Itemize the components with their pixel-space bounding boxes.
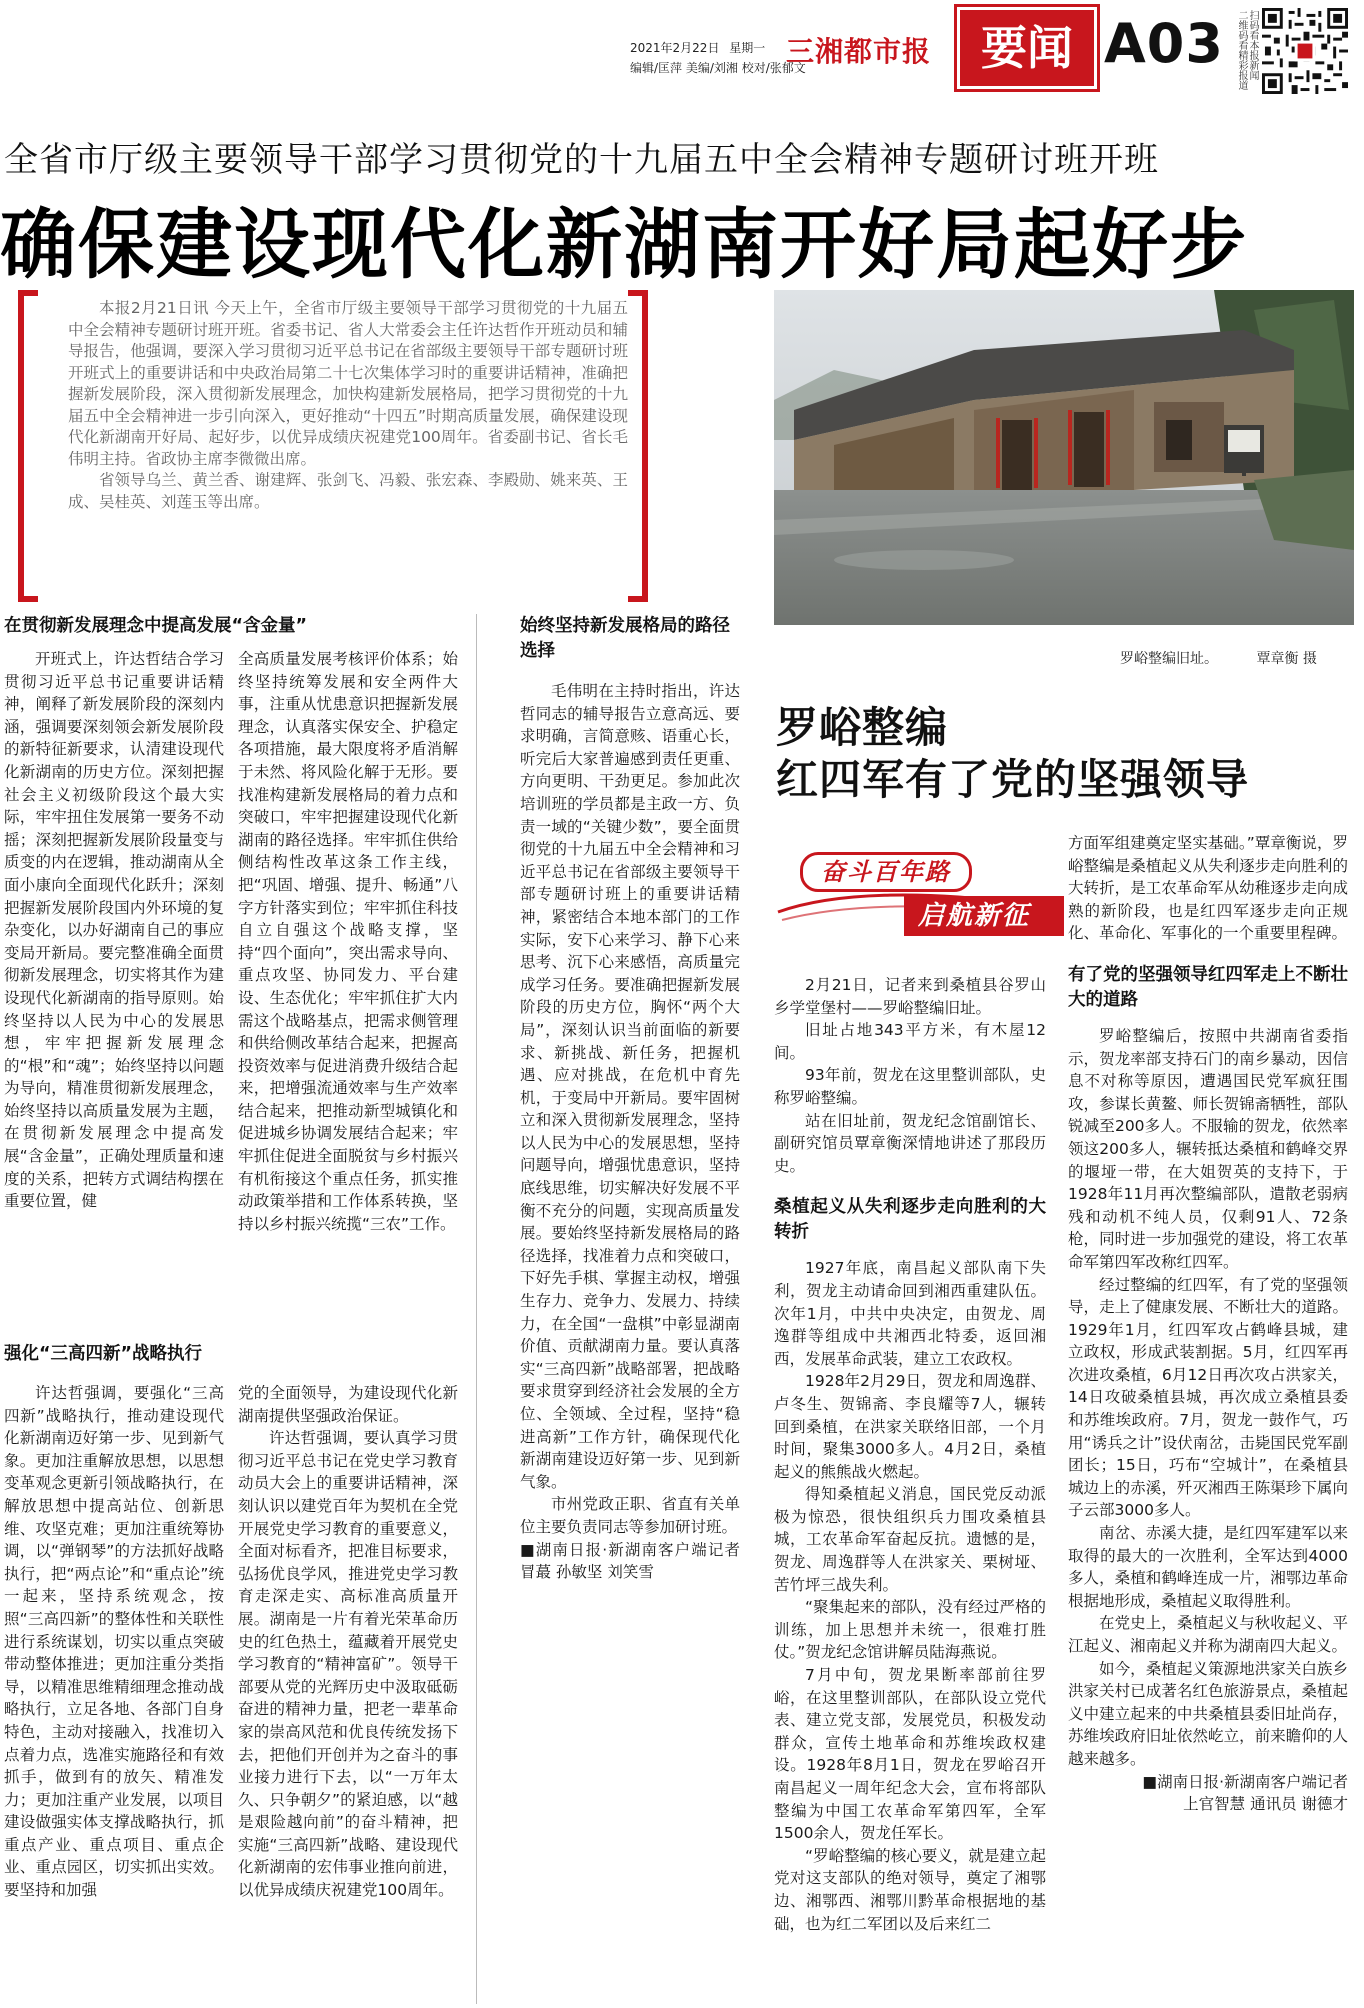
subhead: 有了党的坚强领导红四军走上不断壮大的道路 (1068, 964, 1348, 1010)
series-label-a: 奋斗百年路 (800, 852, 972, 892)
qr-code-graphic (1262, 8, 1348, 94)
subhead: 桑植起义从失利逐步走向胜利的大转折 (774, 1197, 1046, 1243)
lead-paragraph: 本报2月21日讯 今天上午，全省市厅级主要领导干部学习贯彻党的十九届五中全会精神专题研讨班开班。省委书记、省人大常委会主任许达哲作开班动员和辅导报告，他强调，要深入学习贯彻习近平总书记在省部级主要领导干部专题研讨班开班式上的重要讲话和中央政治局第二十七次集体学习时的重要讲话精神，准确把握新发展阶段，深入贯彻新发展理念，加快构建新发展格局，把学习贯彻党的十九届五中全会精神进一步引向深入，更好推动“十四五”时期高质量发展，确保建设现代化新湖南开好局、起好步，以优异成绩庆祝建党100周年。省委副书记、省长毛伟明主持。省政协主席李微微出席。 (68, 299, 628, 468)
page-number: A03 (1104, 12, 1224, 75)
byline: ■湖南日报·新湖南客户端记者 冒蕞 孙敏坚 刘笑雪 (520, 1540, 740, 1582)
photo-illustration (774, 290, 1354, 625)
story2-title (776, 702, 1356, 806)
body-paragraph: 毛伟明在主持时指出，许达哲同志的辅导报告立意高远、要求明确，言简意赅、语重心长，听完后大家普遍感到责任更重、方向更明、干劲更足。参加此次培训班的学员都是主政一方、负责一域的“关键少数”，要全面贯彻党的十九届五中全会精神和习近平总书记在省部级主要领导干部专题研讨班上的重要讲话精神，紧密结合本地本部门的工作实际，安下心来学习、静下心来思考、沉下心来感悟，高质量完成学习任务。要准确把握新发展阶段的历史方位，胸怀“两个大局”，深刻认识当前面临的新要求、新挑战、新任务，把握机遇、应对挑战，在危机中育先机，于变局中开新局。要牢固树立和深入贯彻新发展理念，坚持以人民为中心的发展思想，坚持问题导向，增强忧患意识，坚持底线思维，切实解决好发展不平衡不充分的问题，实现高质量发展。要始终坚持新发展格局的路径选择，找准着力点和突破口，下好先手棋、掌握主动权，增强生存力、竞争力、发展力、持续力，在全国“一盘棋”中彰显湖南价值、贡献湖南力量。要认真落实“三高四新”战略部署，把战略要求贯穿到经济社会发展的全方位、全领域、全过程，坚持“稳进高新”工作方针，确保现代化新湖南建设迈好第一步、见到新气象。 (520, 682, 740, 1491)
paper-logo: 三湘都市报 (786, 35, 932, 68)
body-paragraph: 全高质量发展考核评价体系；始终坚持统筹发展和安全两件大事，注重从忧患意识把握新发展理念，认真落实保安全、护稳定各项措施，最大限度将矛盾消解于未然、将风险化解于无形。要找准构建新发展格局的着力点和突破口，牢牢把握建设现代化新湖南的路径选择。牢牢抓住供给侧结构性改革这条工作主线，把“巩固、增强、提升、畅通”八字方针落实到位；牢牢抓住科技自立自强这个战略支撑，坚持“四个面向”，突出需求导向、重点攻坚、协同发力、平台建设、生态优化；牢牢抓住扩大内需这个战略基点，把需求侧管理和供给侧改革结合起来，把握高投资效率与促进消费升级结合起来，把增强流通效率与生产效率结合起来，把推动新型城镇化和促进城乡协调发展结合起来；牢牢抓住促进全面脱贫与乡村振兴有机衔接这个重点任务，抓实推动政策举措和工作体系转换，坚持以乡村振兴统揽“三农”工作。 (238, 650, 458, 1233)
body-paragraph: 市州党政正职、省直有关单位主要负责同志等参加研讨班。 (520, 1495, 740, 1536)
text-column (238, 1382, 458, 1902)
series-banner (774, 852, 1064, 971)
body-paragraph: “聚集起来的部队，没有经过严格的训练，加上思想并未统一，很难打胜仗。”贺龙纪念馆讲解员陆海燕说。 (774, 1598, 1046, 1662)
byline: ■湖南日报·新湖南客户端记者 (1142, 1772, 1348, 1791)
photo-credit: 覃章衡 摄 (1256, 651, 1317, 667)
story2-title-line: 罗峪整编 (776, 703, 949, 752)
photo-luoyu-site (774, 290, 1354, 625)
text-column (238, 648, 458, 1235)
body-paragraph: 1927年底，南昌起义部队南下失利，贺龙主动请命回到湘西重建队伍。次年1月，中共中央决定，由贺龙、周逸群等组成中共湘西北特委，返回湘西，发展革命武装，建立工农政权。 (774, 1259, 1046, 1368)
text-column (774, 974, 1046, 1935)
text-column (4, 648, 224, 1213)
series-label-b: 启航新征程 (904, 896, 1064, 936)
story1-kicker: 全省市厅级主要领导干部学习贯彻党的十九届五中全会精神专题研讨班开班 (4, 140, 1159, 180)
section-tag (960, 10, 1094, 86)
qr-label-2: 二维码看精彩报道 (1236, 10, 1247, 90)
body-paragraph: 站在旧址前，贺龙纪念馆副馆长、副研究馆员覃章衡深情地讲述了那段历史。 (774, 1111, 1046, 1175)
body-paragraph: 南岔、赤溪大捷，是红四军建军以来取得的最大的一次胜利，全军达到4000多人，桑植和鹤峰连成一片，湘鄂边革命根据地形成，桑植起义取得胜利。 (1068, 1524, 1348, 1610)
staff-credits: 编辑/匡萍 美编/刘湘 校对/张郁文 (630, 61, 806, 75)
column-divider (476, 614, 477, 2004)
photo-caption (1120, 648, 1317, 668)
body-paragraph: 93年前，贺龙在这里整训部队，史称罗峪整编。 (774, 1066, 1046, 1107)
lead-bracket-right (628, 290, 648, 602)
byline: 上官智慧 通讯员 谢德才 (1183, 1795, 1348, 1814)
body-paragraph: 党的全面领导，为建设现代化新湖南提供坚强政治保证。 (238, 1384, 458, 1425)
issue-weekday: 星期一 (729, 41, 766, 55)
story2-title-line: 红四军有了党的坚强领导 (776, 755, 1250, 804)
section-label: 要闻 (981, 21, 1073, 75)
lead-text (68, 298, 628, 513)
lead-paragraph: 省领导乌兰、黄兰香、谢建辉、张剑飞、冯毅、张宏森、李殿勋、姚来英、王成、吴桂英、刘莲玉等出席。 (68, 471, 628, 511)
body-paragraph: 经过整编的红四军，有了党的坚强领导，走上了健康发展、不断壮大的道路。1929年1月，红四军攻占鹤峰县城，建立政权，形成武装割据。5月，红四军再次进攻桑植，6月12日再次攻占洪家关，14日攻破桑植县城，再次成立桑植县委和苏维埃政府。7月，贺龙一鼓作气，巧用“诱兵之计”设伏南岔，击毙国民党军副团长；15日，巧布“空城计”，在桑植县城边上的赤溪，歼灭湘西王陈渠珍下属向子云部3000多人。 (1068, 1275, 1348, 1520)
body-paragraph: 罗峪整编后，按照中共湖南省委指示，贺龙率部支持石门的南乡暴动，因信息不对称等原因，遭遇国民党军疯狂围攻，参谋长黄鳌、师长贺锦斋牺牲，部队锐减至200多人。不服输的贺龙，依然率领这200多人，辗转抵达桑植和鹤峰交界的堰垭一带，在大姐贺英的支持下，于1928年11月再次整编部队，遣散老弱病残和动机不纯人员，仅剩91人、72条枪，同时进一步加强党的建设，将工农革命军第四军改称红四军。 (1068, 1026, 1348, 1271)
text-column (1068, 832, 1348, 1816)
body-paragraph: 方面军组建奠定坚实基础。”覃章衡说，罗峪整编是桑植起义从失利逐步走向胜利的大转折，是工农革命军从幼稚逐步走向成熟的新阶段，也是红四军逐步走向正规化、革命化、军事化的一个重要里程碑。 (1068, 834, 1348, 943)
body-paragraph: 许达哲强调，要强化“三高四新”战略执行，推动建设现代化新湖南迈好第一步、见到新气象。更加注重解放思想，以思想变革观念更新引领战略执行，在解放思想中提高站位、创新思维、攻坚克难；更加注重统筹协调，以“弹钢琴”的方法抓好战略执行，把“两点论”和“重点论”统一起来，坚持系统观念，按照“三高四新”的整体性和关联性进行系统谋划，切实以重点突破带动整体推进；更加注重分类指导，以精准思维精细理念推动战略执行，立足各地、各部门自身特色，主动对接融入，找准切入点着力点，选准实施路径和有效抓手，做到有的放矢、精准发力；更加注重产业发展，以项目建设做强实体支撑战略执行，抓重点产业、重点项目、重点企业、重点园区，切实抓出实效。要坚持和加强 (4, 1384, 224, 1900)
body-paragraph: 旧址占地343平方米，有木屋12间。 (774, 1021, 1046, 1062)
subhead: 在贯彻新发展理念中提高发展“含金量” (4, 616, 308, 636)
body-paragraph: 在党史上，桑植起义与秋收起义、平江起义、湘南起义并称为湖南四大起义。 (1068, 1614, 1348, 1655)
body-paragraph: 开班式上，许达哲结合学习贯彻习近平总书记重要讲话精神，阐释了新发展阶段的深刻内涵，强调要深刻领会新发展阶段的新特征新要求，认清建设现代化新湖南的历史方位。深刻把握社会主义初级阶段这个最大实际，牢牢扭住发展第一要务不动摇；深刻把握新发展阶段量变与质变的内在逻辑，推动湖南从全面小康向全面现代化跃升；深刻把握新发展阶段国内外环境的复杂变化，以办好湖南自己的事应变局开新局。要完整准确全面贯彻新发展理念，切实将其作为建设现代化新湖南的指导原则。始终坚持以人民为中心的发展思想，牢牢把握新发展理念的“根”和“魂”；始终坚持以问题为导向，精准贯彻新发展理念，始终坚持以高质量发展为主题，在贯彻新发展理念中提高发展“含金量”，正确处理质量和速度的关系，把转方式调结构摆在重要位置，健 (4, 650, 224, 1211)
body-paragraph: 如今，桑植起义策源地洪家关白族乡洪家关村已成著名红色旅游景点，桑植起义中建立起来的中共桑植县委旧址尚存，苏维埃政府旧址依然屹立，前来瞻仰的人越来越多。 (1068, 1659, 1348, 1768)
body-paragraph: 2月21日，记者来到桑植县谷罗山乡学堂堡村——罗峪整编旧址。 (774, 976, 1046, 1017)
issue-date: 2021年2月22日 (630, 41, 720, 55)
body-paragraph: 许达哲强调，要认真学习贯彻习近平总书记在党史学习教育动员大会上的重要讲话精神，深刻认识以建党百年为契机在全党开展党史学习教育的重要意义，全面对标看齐，把准目标要求，弘扬优良学风，推进党史学习教育走深走实、高标准高质量开展。湖南是一片有着光荣革命历史的红色热土，蕴藏着开展党史学习教育的“精神富矿”。领导干部要从党的光辉历史中汲取砥砺奋进的精神力量，把老一辈革命家的崇高风范和优良传统发扬下去，把他们开创并为之奋斗的事业接力进行下去，以“一万年太久、只争朝夕”的紧迫感，以“越是艰险越向前”的奋斗精神，把实施“三高四新”战略、建设现代化新湖南的宏伟事业推向前进，以优异成绩庆祝建党100周年。 (238, 1429, 458, 1900)
body-paragraph: “罗峪整编的核心要义，就是建立起党对这支部队的绝对领导，奠定了湘鄂边、湘鄂西、湘鄂川黔革命根据地的基础，也为红二军团以及后来红二 (774, 1846, 1046, 1933)
body-paragraph: 得知桑植起义消息，国民党反动派极为惊恐，很快组织兵力围攻桑植县城，工农革命军奋起反抗。遗憾的是，贺龙、周逸群等人在洪家关、栗树垭、苦竹坪三战失利。 (774, 1485, 1046, 1594)
story1-title: 确保建设现代化新湖南开好局起好步 (0, 200, 1248, 289)
qr-code-icon[interactable] (1262, 8, 1348, 94)
qr-labels (1212, 10, 1258, 90)
subhead: 始终坚持新发展格局的路径选择 (520, 616, 730, 661)
qr-label-1: 扫码看本报新闻 (1247, 10, 1258, 80)
lead-bracket-left (18, 290, 38, 602)
text-column (4, 1382, 224, 1902)
body-paragraph: 1928年2月29日，贺龙和周逸群、卢冬生、贺锦斋、李良耀等7人，辗转回到桑植，在洪家关联络旧部，一个月时间，聚集3000多人。4月2日，桑植起义的熊熊战火燃起。 (774, 1372, 1046, 1481)
subhead: 强化“三高四新”战略执行 (4, 1344, 203, 1364)
photo-caption-text: 罗峪整编旧址。 (1120, 651, 1218, 667)
story1-lead (18, 290, 648, 590)
text-column (520, 680, 740, 1584)
body-paragraph: 7月中旬，贺龙果断率部前往罗峪，在这里整训部队，在部队设立党代表、建立党支部，发展党员，积极发动群众，宣传土地革命和苏维埃政权建设。1928年8月1日，贺龙在罗峪召开南昌起义一周年纪念大会，宣布将部队整编为中国工农革命军第四军，全军1500余人，贺龙任军长。 (774, 1666, 1046, 1843)
